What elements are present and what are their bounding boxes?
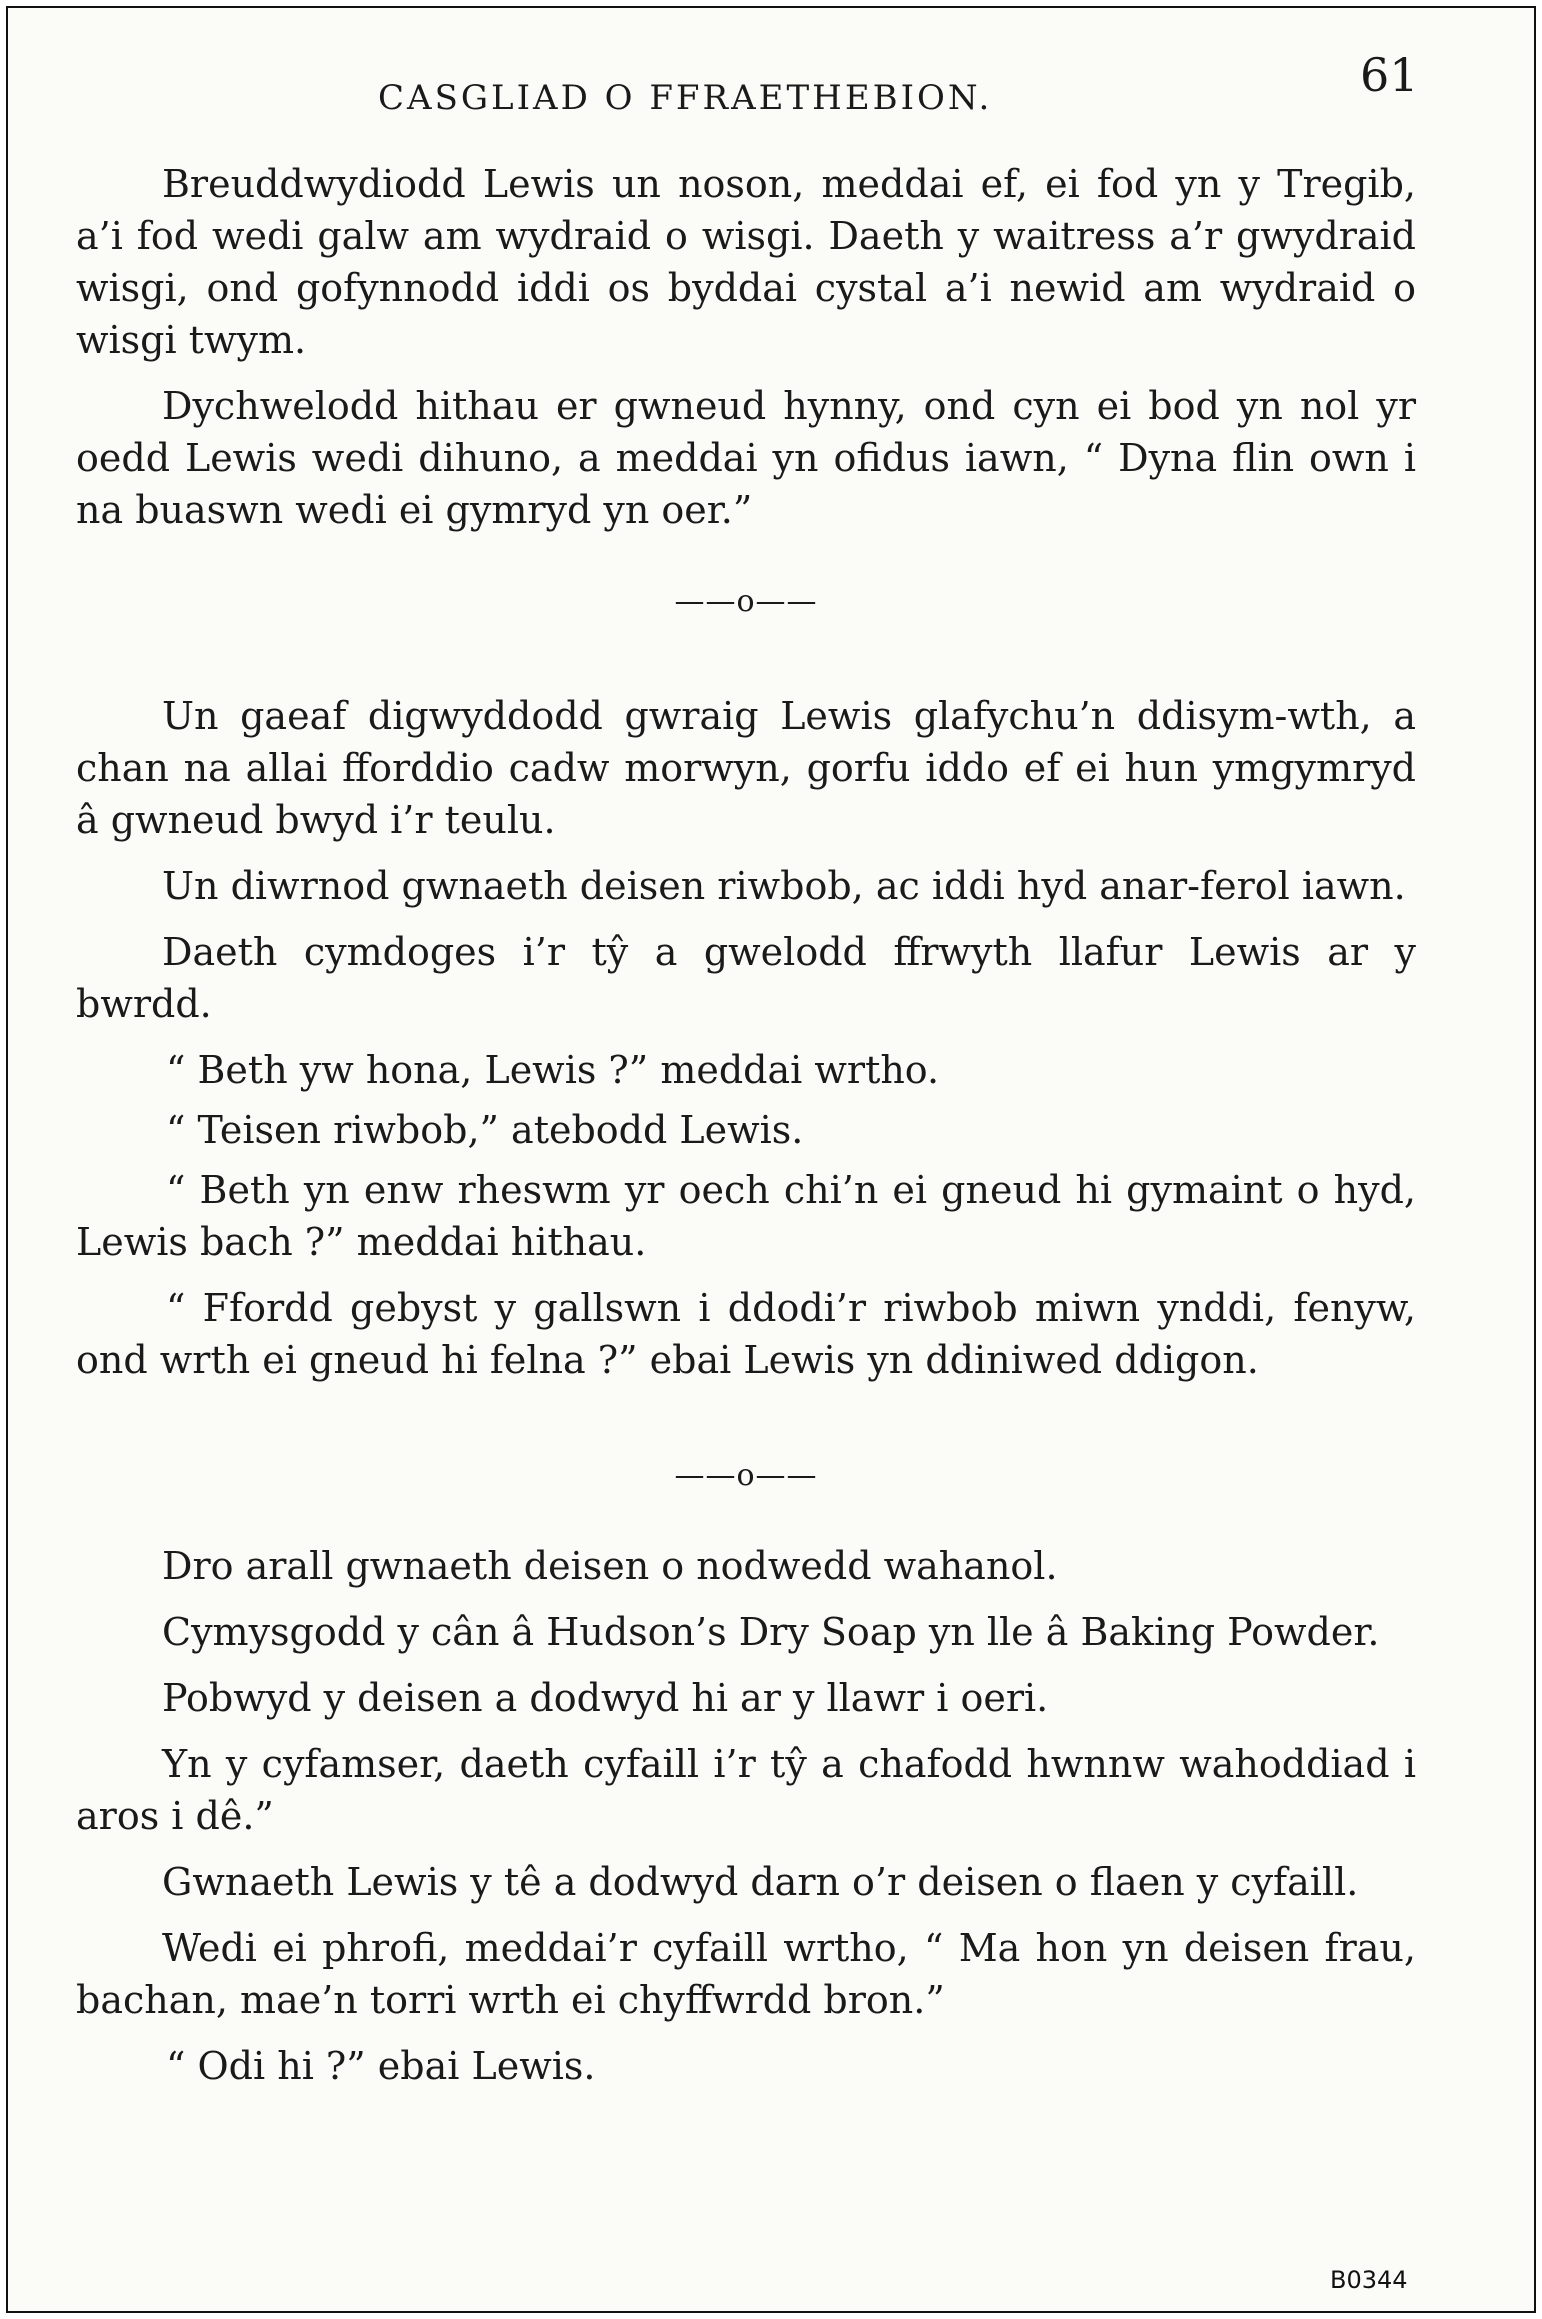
body-text — [76, 158, 1416, 2106]
dialogue-line: “ Beth yw hona, Lewis ?” meddai wrtho. — [166, 1048, 940, 1092]
book-page — [6, 6, 1536, 2313]
paragraph: Yn y cyfamser, daeth cyfaill i’r tŷ a chafodd hwnnw wahoddiad i aros i dê.” — [76, 1742, 1416, 1838]
dialogue-line: “ Odi hi ?” ebai Lewis. — [166, 2044, 596, 2088]
section-separator: ——o—— — [674, 584, 818, 619]
page-number: 61 — [1360, 48, 1419, 102]
paragraph: Breuddwydiodd Lewis un noson, meddai ef, ei fod yn y Tregib, a’i fod wedi galw am wydraid o wisgi. Daeth y waitress a’r gwydraid wisgi, ond gofynnodd iddi os byddai cystal a’i newid am wydraid o wisgi twym. — [76, 162, 1416, 362]
paragraph: Un diwrnod gwnaeth deisen riwbob, ac iddi hyd anar-ferol iawn. — [162, 864, 1406, 908]
paragraph: Dychwelodd hithau er gwneud hynny, ond cyn ei bod yn nol yr oedd Lewis wedi dihuno, a meddai yn ofidus iawn, “ Dyna flin own i na buaswn wedi ei gymryd yn oer.” — [76, 384, 1416, 532]
paragraph: Dro arall gwnaeth deisen o nodwedd wahanol. — [162, 1544, 1058, 1588]
dialogue-line: “ Beth yn enw rheswm yr oech chi’n ei gneud hi gymaint o hyd, Lewis bach ?” meddai hithau. — [76, 1168, 1416, 1264]
paragraph: Gwnaeth Lewis y tê a dodwyd darn o’r deisen o flaen y cyfaill. — [162, 1860, 1359, 1904]
paragraph: Pobwyd y deisen a dodwyd hi ar y llawr i oeri. — [162, 1676, 1049, 1720]
running-title: CASGLIAD O FFRAETHEBION. — [378, 78, 993, 118]
paragraph: Wedi ei phrofi, meddai’r cyfaill wrtho, “ Ma hon yn deisen frau, bachan, mae’n torri wrth ei chyffwrdd bron.” — [76, 1926, 1416, 2022]
dialogue-line: “ Teisen riwbob,” atebodd Lewis. — [166, 1108, 804, 1152]
paragraph: Cymysgodd y cân â Hudson’s Dry Soap yn lle â Baking Powder. — [162, 1610, 1380, 1654]
dialogue-line: “ Ffordd gebyst y gallswn i ddodi’r riwbob miwn ynddi, fenyw, ond wrth ei gneud hi felna ?” ebai Lewis yn ddiniwed ddigon. — [76, 1286, 1416, 1382]
paragraph: Daeth cymdoges i’r tŷ a gwelodd ffrwyth llafur Lewis ar y bwrdd. — [76, 930, 1416, 1026]
catalog-code: B0344 — [1330, 2266, 1408, 2294]
section-separator: ——o—— — [674, 1458, 818, 1493]
paragraph: Un gaeaf digwyddodd gwraig Lewis glafychu’n ddisym-wth, a chan na allai fforddio cadw morwyn, gorfu iddo ef ei hun ymgymryd â gwneud bwyd i’r teulu. — [76, 694, 1416, 842]
